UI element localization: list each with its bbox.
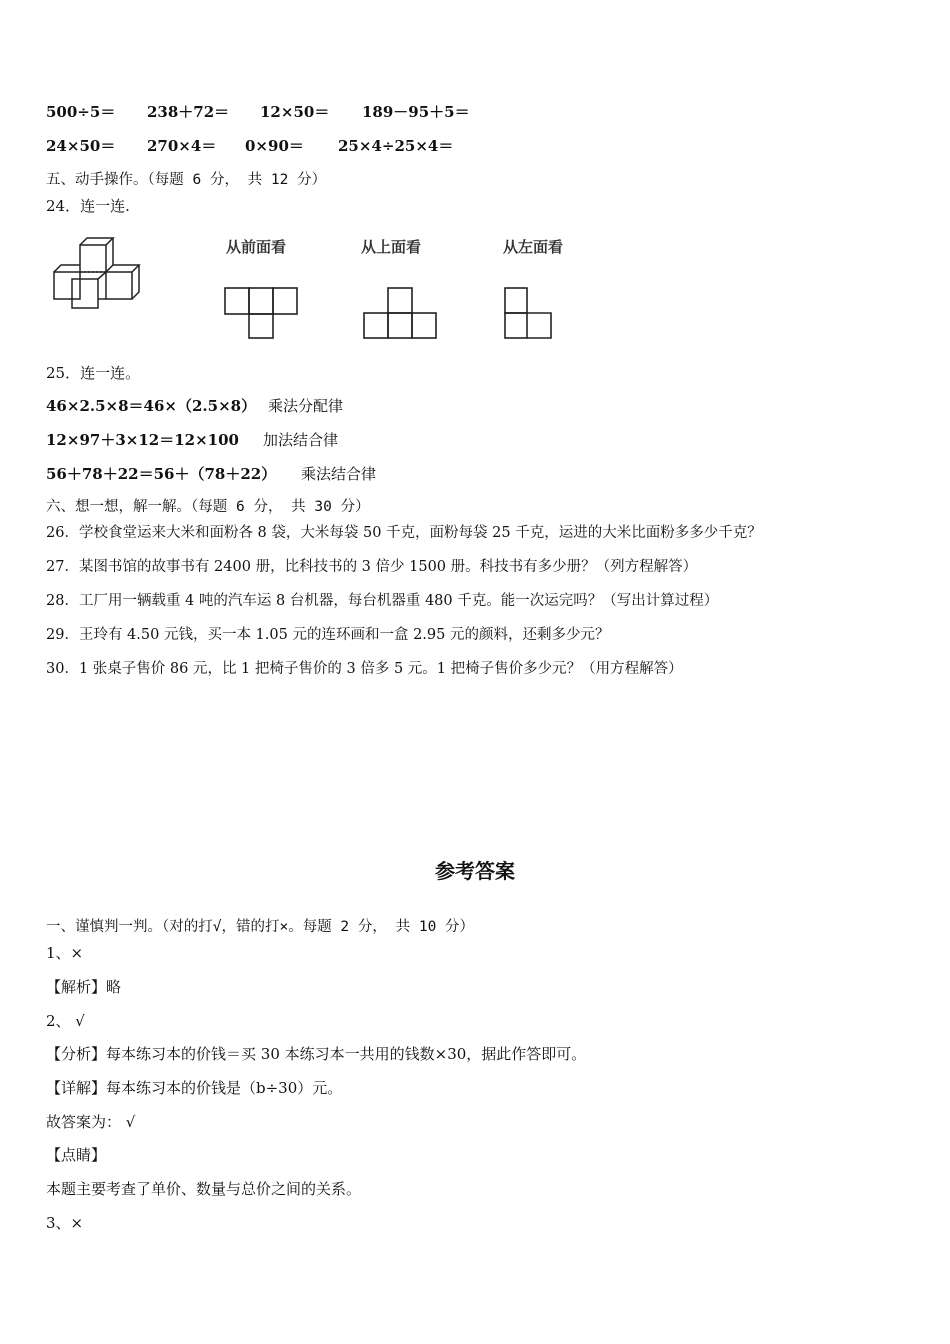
q25-expr-1: 46×2.5×8＝46×（2.5×8） bbox=[46, 397, 257, 415]
q25-law-2: 加法结合律 bbox=[263, 431, 339, 449]
calc-item: 25×4÷25×4＝ bbox=[338, 137, 454, 155]
question-29: 29．王玲有 4.50 元钱，买一本 1.05 元的连环画和一盒 2.95 元的颜料，还剩多少元？ bbox=[46, 627, 610, 643]
answers-title: 参考答案 bbox=[435, 859, 515, 883]
answer-1-analysis: 【解析】略 bbox=[46, 978, 122, 996]
calc-item: 270×4＝ bbox=[147, 137, 217, 155]
cube-stack-figure bbox=[50, 236, 150, 316]
calc-item: 189－95＋5＝ bbox=[362, 103, 470, 121]
top-view-label: 从上面看 bbox=[361, 238, 422, 256]
calc-item: 500÷5＝ bbox=[46, 103, 116, 121]
q25-law-3: 乘法结合律 bbox=[301, 465, 377, 483]
answer-2-result: 故答案为： √ bbox=[46, 1113, 136, 1131]
answer-1: 1、× bbox=[46, 944, 84, 962]
top-view-figure bbox=[360, 285, 442, 341]
question-24: 24．连一连. bbox=[46, 197, 130, 215]
q25-expr-2: 12×97＋3×12＝12×100 bbox=[46, 431, 239, 449]
answer-2-detail: 【详解】每本练习本的价钱是（b÷30）元。 bbox=[46, 1079, 343, 1097]
question-25: 25．连一连。 bbox=[46, 364, 141, 382]
answers-section1-heading: 一、谨慎判一判。（对的打√，错的打×。每题 2 分， 共 10 分） bbox=[46, 919, 475, 935]
question-28: 28．工厂用一辆载重 4 吨的汽车运 8 台机器，每台机器重 480 千克。能一次运完吗？（写出计算过程） bbox=[46, 593, 719, 609]
calc-item: 24×50＝ bbox=[46, 137, 116, 155]
answer-2: 2、 √ bbox=[46, 1012, 85, 1030]
answer-2-analysis: 【分析】每本练习本的价钱＝买 30 本练习本一共用的钱数×30，据此作答即可。 bbox=[46, 1045, 587, 1063]
answer-2-tip: 本题主要考查了单价、数量与总价之间的关系。 bbox=[46, 1180, 362, 1198]
section6-heading: 六、想一想，解一解。（每题 6 分， 共 30 分） bbox=[46, 499, 370, 515]
left-view-figure bbox=[502, 285, 558, 341]
q25-expr-3: 56＋78＋22＝56＋（78＋22） bbox=[46, 465, 277, 483]
q25-law-1: 乘法分配律 bbox=[268, 397, 344, 415]
question-26: 26．学校食堂运来大米和面粉各 8 袋，大米每袋 50 千克，面粉每袋 25 千克，运进的大米比面粉多多少千克？ bbox=[46, 525, 762, 541]
answer-2-tip-label: 【点睛】 bbox=[46, 1146, 107, 1164]
section5-heading: 五、动手操作。（每题 6 分， 共 12 分） bbox=[46, 172, 327, 188]
answer-3: 3、× bbox=[46, 1214, 84, 1232]
calc-item: 238＋72＝ bbox=[147, 103, 230, 121]
front-view-label: 从前面看 bbox=[226, 238, 287, 256]
calc-item: 0×90＝ bbox=[245, 137, 304, 155]
question-30: 30．1 张桌子售价 86 元，比 1 把椅子售价的 3 倍多 5 元。1 把椅子售价多少元？（用方程解答） bbox=[46, 661, 683, 677]
left-view-label: 从左面看 bbox=[503, 238, 564, 256]
calc-item: 12×50＝ bbox=[260, 103, 330, 121]
front-view-figure bbox=[222, 285, 302, 341]
question-27: 27．某图书馆的故事书有 2400 册，比科技书的 3 倍少 1500 册。科技书有多少册？（列方程解答） bbox=[46, 559, 698, 575]
